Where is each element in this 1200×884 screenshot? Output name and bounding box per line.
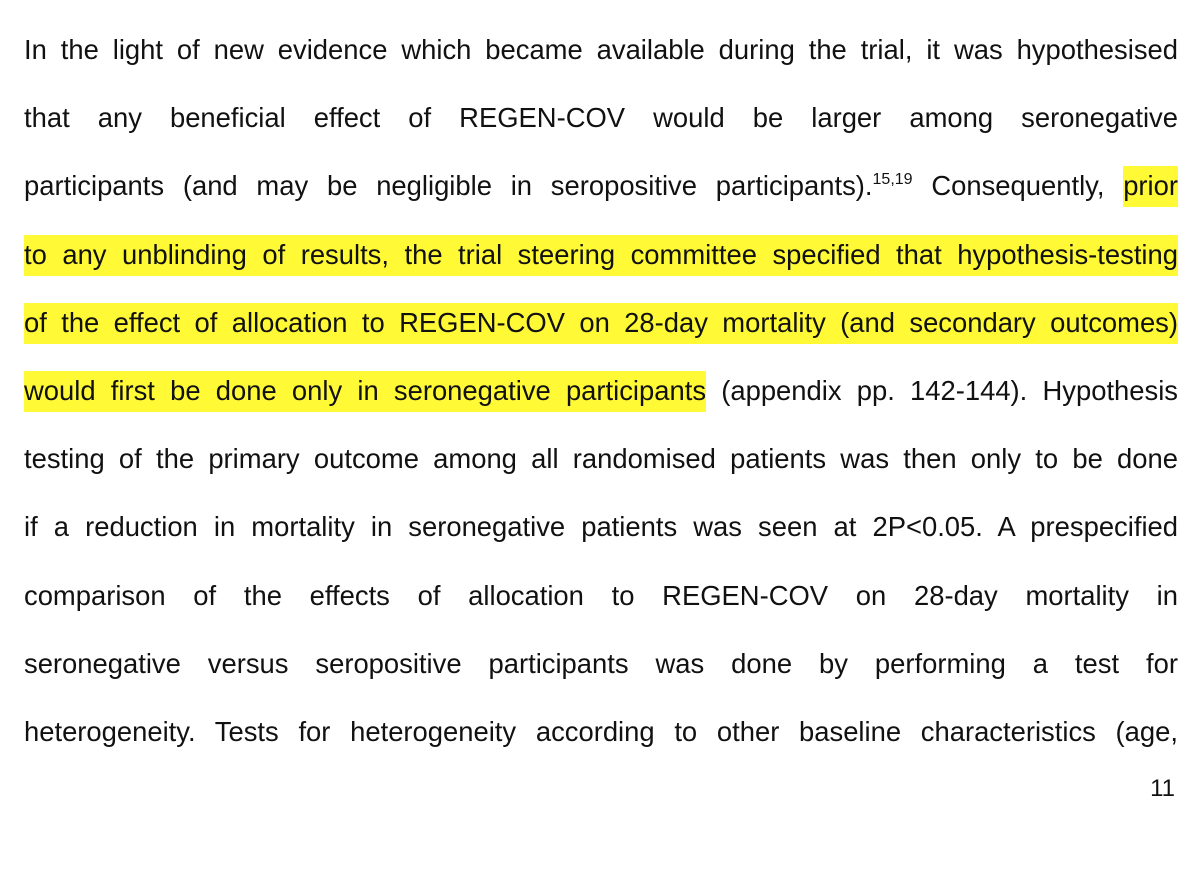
highlighted-text: to any unblinding of results, the trial steering committee specified that hypothesis-testing (24, 235, 1178, 276)
text-line-7: testing of the primary outcome among all randomised patients was then only to be done (24, 443, 1178, 475)
text-line-3 (24, 158, 1178, 226)
text-segment: (appendix pp. 142-144). Hypothesis (706, 374, 1178, 406)
highlighted-text: would first be done only in seronegative participants (24, 371, 706, 412)
text-line-6 (24, 363, 1178, 431)
text-line-8: if a reduction in mortality in seronegative patients was seen at 2P<0.05. A prespecified (24, 511, 1178, 543)
citation-superscript: 15,19 (872, 171, 913, 189)
page-number: 11 (1150, 775, 1175, 802)
text-line-4 (24, 227, 1178, 295)
highlighted-text: of the effect of allocation to REGEN-COV on 28-day mortality (and secondary outcomes) (24, 303, 1178, 344)
text-line-9: comparison of the effects of allocation to REGEN-COV on 28-day mortality in (24, 579, 1178, 611)
text-line-5 (24, 295, 1178, 363)
body-paragraph (24, 22, 1178, 772)
text-line-11: heterogeneity. Tests for heterogeneity according to other baseline characteristics (age, (24, 715, 1178, 747)
text-segment: Consequently, (912, 170, 1124, 202)
text-line-10: seronegative versus seropositive participants was done by performing a test for (24, 647, 1178, 679)
text-line-2: that any beneficial effect of REGEN-COV would be larger among seronegative (24, 102, 1178, 134)
text-line-1: In the light of new evidence which became available during the trial, it was hypothesised (24, 34, 1178, 65)
text-segment: participants (and may be negligible in seropositive participants). (24, 170, 873, 202)
highlighted-text: prior (1123, 166, 1178, 207)
